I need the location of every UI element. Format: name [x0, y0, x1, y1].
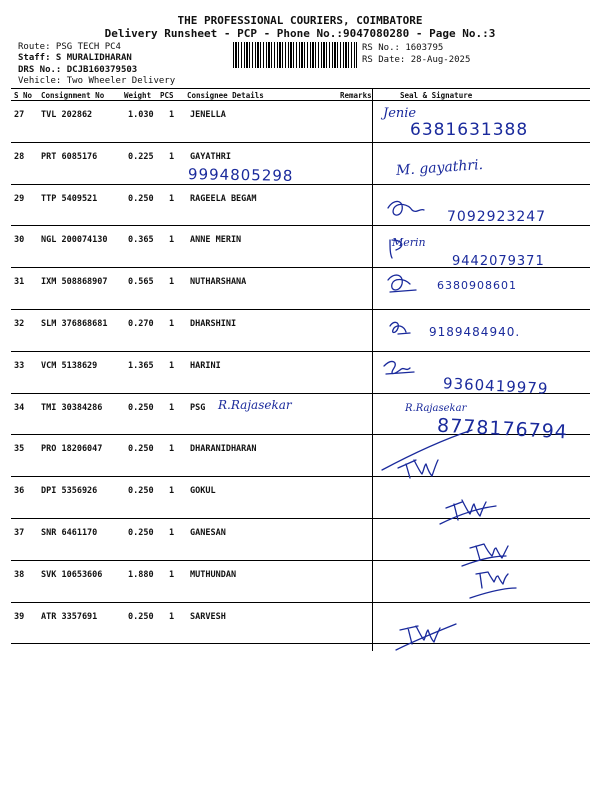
- table-row: [11, 603, 590, 645]
- handwritten-name: M. gayathri.: [395, 156, 484, 180]
- row-consignee: SARVESH: [190, 611, 226, 622]
- row-weight: 0.270: [128, 318, 154, 329]
- col-header-sno: S No: [14, 91, 33, 100]
- handwritten-phone: 6380908601: [437, 279, 517, 292]
- drs-number: DRS No.: DCJB160379503: [18, 65, 138, 75]
- row-weight: 0.250: [128, 193, 154, 204]
- row-pcs: 1: [169, 360, 175, 371]
- row-weight: 0.565: [128, 277, 154, 288]
- row-weight: 0.250: [128, 611, 154, 622]
- row-weight: 0.365: [128, 235, 154, 246]
- col-header-pcs: PCS: [160, 91, 174, 100]
- row-pcs: 1: [169, 402, 175, 413]
- row-consignee: DHARANIDHARAN: [190, 444, 257, 455]
- table-row: [11, 143, 590, 185]
- runsheet-table: [11, 101, 590, 644]
- row-consignment: TTP 5409521: [41, 193, 98, 204]
- rs-date: RS Date: 28-Aug-2025: [362, 55, 471, 65]
- row-sno: 31: [14, 277, 25, 288]
- row-pcs: 1: [169, 277, 175, 288]
- handwritten-phone: 9189484940.: [429, 325, 521, 339]
- row-sno: 33: [14, 360, 25, 371]
- row-consignee: PSG: [190, 402, 206, 413]
- table-row: [11, 561, 590, 603]
- table-row: [11, 519, 590, 561]
- handwritten-name: R.Rajasekar: [218, 398, 292, 412]
- row-pcs: 1: [169, 193, 175, 204]
- row-pcs: 1: [169, 318, 175, 329]
- row-pcs: 1: [169, 569, 175, 580]
- row-pcs: 1: [169, 110, 175, 120]
- row-weight: 0.250: [128, 527, 154, 538]
- row-sno: 37: [14, 527, 25, 538]
- handwritten-name: Jenie: [383, 106, 417, 121]
- row-sno: 36: [14, 486, 25, 497]
- col-header-remarks: Remarks: [340, 91, 372, 100]
- row-weight: 0.250: [128, 444, 154, 455]
- col-header-seal: Seal & Signature: [400, 91, 473, 100]
- row-consignee: RAGEELA BEGAM: [190, 193, 257, 204]
- row-pcs: 1: [169, 486, 175, 497]
- handwritten-name: R.Rajasekar: [405, 403, 467, 414]
- handwritten-phone: 7092923247: [447, 209, 547, 225]
- row-consignment: ATR 3357691: [41, 611, 98, 622]
- row-sno: 38: [14, 569, 25, 580]
- row-pcs: 1: [169, 611, 175, 622]
- row-consignee: GANESAN: [190, 527, 226, 538]
- row-consignee: MUTHUNDAN: [190, 569, 237, 580]
- handwritten-name: Merin: [392, 236, 426, 249]
- row-consignee: GAYATHRI: [190, 151, 231, 162]
- row-consignee: HARINI: [190, 360, 221, 371]
- col-header-consignment: Consignment No: [41, 91, 105, 100]
- row-weight: 1.880: [128, 569, 154, 580]
- row-sno: 39: [14, 611, 25, 622]
- handwritten-phone: 9994805298: [187, 165, 294, 185]
- row-consignment: NGL 200074130: [41, 235, 108, 246]
- table-row: [11, 435, 590, 477]
- row-consignee: ANNE MERIN: [190, 235, 242, 246]
- row-pcs: 1: [169, 151, 175, 162]
- handwritten-phone: 9360419979: [442, 374, 549, 398]
- row-consignee: DHARSHINI: [190, 318, 237, 329]
- vehicle-label: Vehicle: Two Wheeler Delivery: [18, 76, 176, 86]
- row-consignment: PRT 6085176: [41, 151, 98, 162]
- runsheet-subtitle: Delivery Runsheet - PCP - Phone No.:9047080280 - Page No.:3: [104, 27, 496, 40]
- row-consignee: NUTHARSHANA: [190, 277, 247, 288]
- row-weight: 0.225: [128, 151, 154, 162]
- row-weight: 0.250: [128, 486, 154, 497]
- col-header-weight: Weight: [124, 91, 152, 100]
- row-pcs: 1: [169, 235, 175, 246]
- company-title: THE PROFESSIONAL COURIERS, COIMBATORE: [177, 14, 423, 27]
- row-weight: 1.030: [128, 110, 154, 120]
- rs-number: RS No.: 1603795: [362, 43, 444, 53]
- row-consignment: SLM 376868681: [41, 318, 108, 329]
- barcode-image: [233, 42, 357, 68]
- row-weight: 1.365: [128, 360, 154, 371]
- row-consignment: DPI 5356926: [41, 486, 98, 497]
- row-consignment: VCM 5138629: [41, 360, 98, 371]
- route-label: Route: PSG TECH PC4: [18, 42, 121, 52]
- col-header-consignee: Consignee Details: [187, 91, 264, 100]
- row-sno: 30: [14, 235, 25, 246]
- row-consignee: GOKUL: [190, 486, 216, 497]
- staff-label: Staff: S MURALIDHARAN: [18, 53, 132, 63]
- row-sno: 29: [14, 193, 25, 204]
- row-sno: 34: [14, 402, 25, 413]
- row-consignment: SNR 6461170: [41, 527, 98, 538]
- row-consignment: TMI 30384286: [41, 402, 103, 413]
- row-consignment: SVK 10653606: [41, 569, 103, 580]
- row-sno: 32: [14, 318, 25, 329]
- row-sno: 28: [14, 151, 25, 162]
- row-pcs: 1: [169, 444, 175, 455]
- row-sno: 27: [14, 110, 25, 120]
- row-consignee: JENELLA: [190, 110, 226, 120]
- table-row: [11, 477, 590, 519]
- row-consignment: TVL 202862: [41, 110, 93, 120]
- handwritten-phone: 9442079371: [452, 254, 545, 269]
- row-consignment: PRO 18206047: [41, 444, 103, 455]
- table-top-rule: [11, 88, 590, 89]
- handwritten-phone: 6381631388: [410, 120, 529, 140]
- row-consignment: IXM 508868907: [41, 277, 108, 288]
- row-pcs: 1: [169, 527, 175, 538]
- row-weight: 0.250: [128, 402, 154, 413]
- row-sno: 35: [14, 444, 25, 455]
- handwritten-phone: 8778176794: [436, 414, 569, 444]
